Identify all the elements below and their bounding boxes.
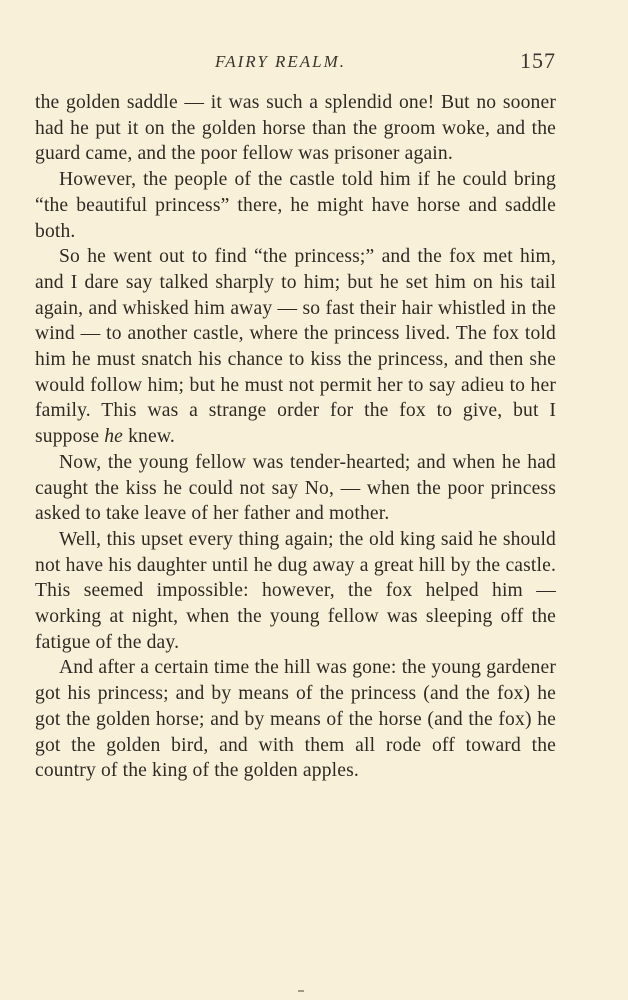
paragraph-3-emphasis: he bbox=[104, 426, 124, 448]
page-number: 157 bbox=[520, 48, 556, 73]
paragraph-6: And after a certain time the hill was gone: the young gardener got his princess; and by means of the princess (and the fox) he got the golden horse; and by means of the horse (and the fox) he got the golden bird, and with them all rode off toward the country of the king of the golden apples. bbox=[35, 657, 556, 782]
body-text bbox=[35, 90, 556, 784]
running-head bbox=[35, 48, 556, 84]
paragraph-3 bbox=[35, 244, 556, 450]
signature-mark bbox=[298, 990, 304, 992]
paragraph-3-text-before: So he went out to find “the princess;” and the fox met him, and I dare say talked sharply to him; but he set him on his tail again, and whisked him away — so fast their hair whistled in the wind — to another castle, where the princess lived. The fox told him he must snatch his chance to kiss the princess, and then she would follow him; but he must not permit her to say adieu to her family. This was a strange order for the fox to give, but I suppose bbox=[35, 246, 556, 448]
book-page bbox=[35, 48, 556, 784]
paragraph-3-text-after: knew. bbox=[123, 426, 175, 448]
running-title: FAIRY REALM. bbox=[215, 52, 347, 71]
paragraph-2: However, the people of the castle told him if he could bring “the beautiful princess” there, he might have horse and saddle both. bbox=[35, 169, 556, 242]
paragraph-4: Now, the young fellow was tender-hearted; and when he had caught the kiss he could not say No, — when the poor princess asked to take leave of her father and mother. bbox=[35, 451, 556, 525]
paragraph-1: the golden saddle — it was such a splendid one! But no sooner had he put it on the golden horse than the groom woke, and the guard came, and the poor fellow was prisoner again. bbox=[35, 92, 556, 165]
paragraph-5: Well, this upset every thing again; the old king said he should not have his daughter until he dug away a great hill by the castle. This seemed impossible: however, the fox helped him — working at night, when the young fellow was sleeping off the fatigue of the day. bbox=[35, 528, 556, 653]
